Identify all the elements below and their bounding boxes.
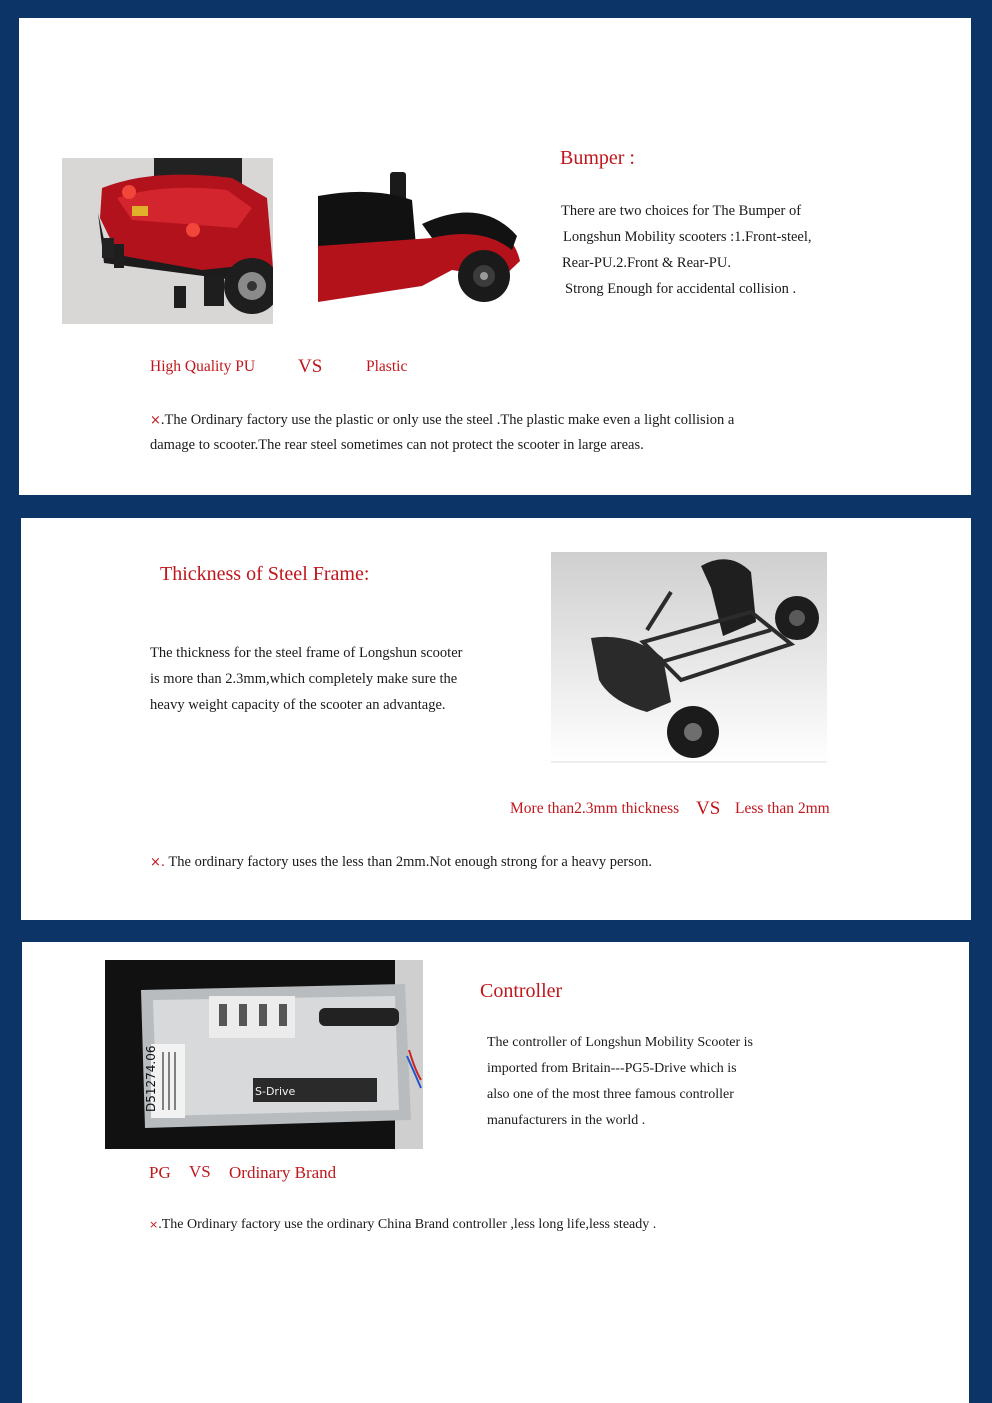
compare-vs-label: VS <box>298 356 323 377</box>
bumper-note <box>150 408 870 457</box>
compare-right-label: Plastic <box>366 358 408 375</box>
cross-icon: × <box>150 413 161 428</box>
controller-description-line: imported from Britain---PG5-Drive which is <box>487 1061 737 1076</box>
frame-description-line: is more than 2.3mm,which completely make sure the <box>150 671 458 687</box>
compare-right-label: Ordinary Brand <box>229 1163 337 1182</box>
bumper-description-line: Strong Enough for accidental collision . <box>565 281 797 297</box>
compare-left-label: PG <box>149 1163 171 1182</box>
compare-left-label: High Quality PU <box>150 358 256 375</box>
controller-description-line: The controller of Longshun Mobility Scooter is <box>487 1035 753 1050</box>
controller-note-text: .The Ordinary factory use the ordinary China Brand controller ,less long life,less steady . <box>158 1217 657 1232</box>
bumper-section <box>19 18 971 495</box>
controller-code-label: D51274.06 <box>144 1045 158 1112</box>
frame-section <box>21 518 971 920</box>
controller-brand-label: S-Drive <box>255 1085 296 1098</box>
bumper-heading: Bumper : <box>560 147 635 169</box>
steel-frame-photo <box>551 552 827 764</box>
frame-note-text: The ordinary factory uses the less than 2mm.Not enough strong for a heavy person. <box>168 854 653 870</box>
bumper-note-line: ×.The Ordinary factory use the plastic or only use the steel .The plastic make even a light collision a <box>150 412 735 428</box>
controller-heading: Controller <box>480 980 563 1002</box>
bumper-description <box>561 198 891 302</box>
frame-description <box>150 640 530 718</box>
bumper-note-line: damage to scooter.The rear steel sometimes can not protect the scooter in large areas. <box>150 437 644 453</box>
red-scooter-rear-photo <box>62 158 273 324</box>
bumper-description-line: Rear-PU.2.Front & Rear-PU. <box>562 255 731 271</box>
controller-note <box>149 1213 909 1237</box>
compare-left-label: More than2.3mm thickness <box>510 800 680 817</box>
plastic-scooter-photo <box>312 166 524 316</box>
compare-vs-label: VS <box>189 1162 211 1181</box>
cross-icon: × <box>149 1218 159 1231</box>
controller-description-line: manufacturers in the world . <box>487 1113 646 1128</box>
controller-description <box>487 1030 827 1134</box>
frame-description-line: heavy weight capacity of the scooter an advantage. <box>150 697 446 713</box>
frame-description-line: The thickness for the steel frame of Longshun scooter <box>150 645 463 661</box>
bumper-description-line: Longshun Mobility scooters :1.Front-steel, <box>563 229 812 245</box>
pg-controller-photo <box>105 960 423 1149</box>
controller-description-line: also one of the most three famous controller <box>487 1087 734 1102</box>
controller-section <box>22 942 969 1403</box>
compare-right-label: Less than 2mm <box>735 800 830 817</box>
cross-icon: ×. <box>150 855 166 870</box>
frame-heading: Thickness of Steel Frame: <box>160 563 370 585</box>
frame-note <box>150 850 870 875</box>
bumper-description-line: There are two choices for The Bumper of <box>561 203 802 219</box>
compare-vs-label: VS <box>696 798 721 819</box>
